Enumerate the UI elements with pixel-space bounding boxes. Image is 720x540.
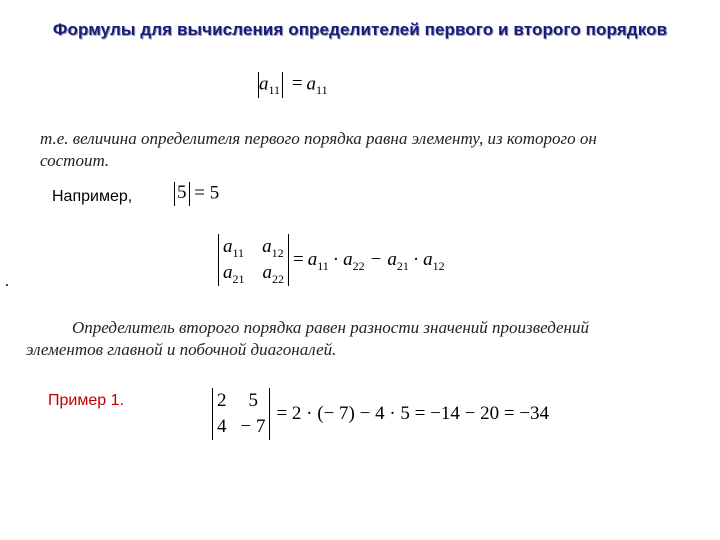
stray-dot — [6, 284, 8, 286]
page-title: Формулы для вычисления определителей первого и второго порядков — [52, 20, 668, 39]
second-order-formula: $a_{11}$ $a_{12}$ $a_{21}$ $a_{22}$ = $a_{11}$ · $a_{22}$ − $a_{21}$ · $a_{12}$ — [218, 234, 445, 286]
example-1-result: = 2 · (− 7) − 4 · 5 = −14 − 20 = −34 — [276, 403, 549, 424]
first-order-description — [40, 128, 700, 172]
description-line-1: т.е. величина определителя первого порядка равна элементу, из которого он — [40, 129, 597, 148]
example-label: Например, — [52, 188, 133, 205]
det-bar-right — [189, 182, 190, 206]
determinant-2x2: 2 5 4 − 7 — [212, 388, 270, 440]
description-line-2: элементов главной и побочной диагоналей. — [26, 340, 337, 359]
second-order-description — [26, 317, 698, 361]
first-order-formula: $a_{11} = a_{11}$ — [259, 73, 328, 98]
example-1-label: Пример 1. — [48, 392, 124, 409]
description-line-1: Определитель второго порядка равен разности значений произведений — [72, 318, 589, 337]
description-line-2: состоит. — [40, 151, 110, 170]
determinant-2x2: $a_{11}$ $a_{12}$ $a_{21}$ $a_{22}$ — [218, 234, 289, 286]
det-bar-right — [282, 72, 283, 98]
example-1-formula — [212, 388, 549, 440]
example-formula: 5 = 5 — [174, 182, 219, 206]
